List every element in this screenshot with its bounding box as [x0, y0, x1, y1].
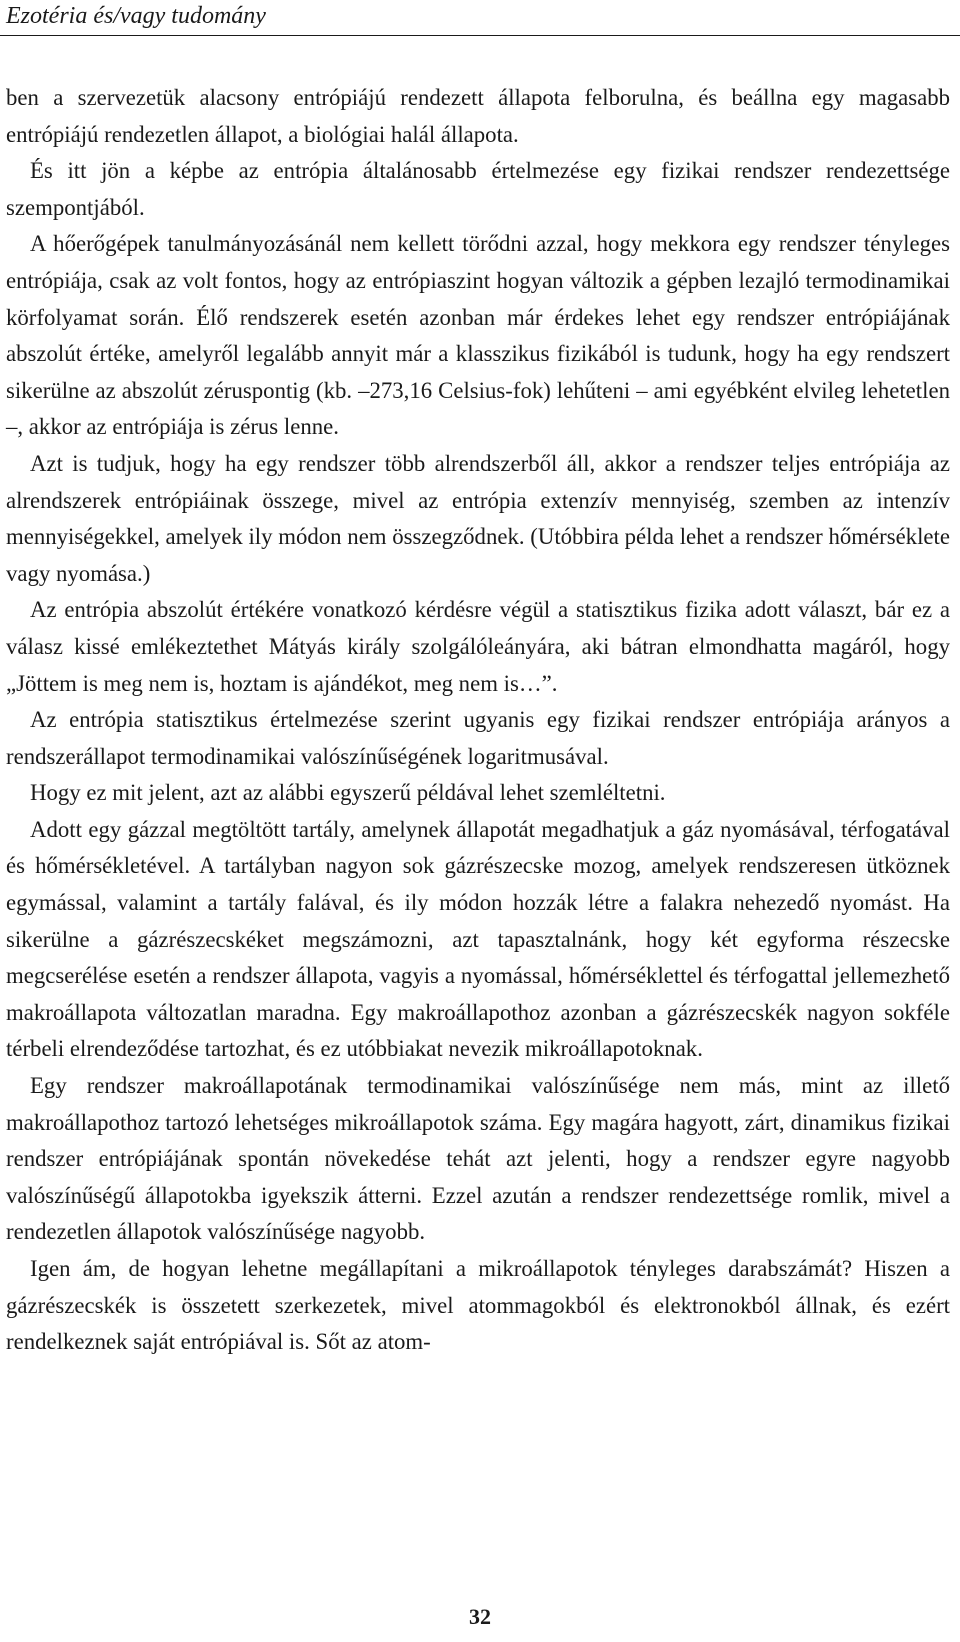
paragraph: A hőerőgépek tanulmányozásánál nem kellett törődni azzal, hogy mekkora egy rendszer tényleges entrópiája, csak az volt fontos, hogy az entrópiaszint hogyan változik a gépben lezajló termodinamikai körfolyamat során. Élő rendszerek esetén azonban már érdekes lehet egy rendszer entrópiájának abszolút értéke, amelyről legalább annyit már a klasszikus fizikából is tudunk, hogy ha egy rendszert sikerülne az abszolút zéruspontig (kb. –273,16 Celsius-fok) lehűteni – ami egyébként elvileg lehetetlen –, akkor az entrópiája is zérus lenne.: [6, 231, 950, 440]
paragraph: Azt is tudjuk, hogy ha egy rendszer több alrendszerből áll, akkor a rendszer teljes entrópiája az alrendszerek entrópiáinak összege, mivel az entrópia extenzív mennyiség, szemben az intenzív mennyiségekkel, amelyek ily módon nem összegződnek. (Utóbbira példa lehet a rendszer hőmérséklete vagy nyomása.): [6, 450, 950, 586]
paragraph: Adott egy gázzal megtöltött tartály, amelynek állapotát megadhatjuk a gáz nyomásával, térfogatával és hőmérsékletével. A tartályban nagyon sok gázrészecske mozog, amelyek rendszeresen ütköznek egymással, valamint a tartály falával, és ily módon hozzák létre a falakra nehezedő nyomást. Ha sikerülne a gázrészecskéket megszámozni, azt tapasztalnánk, hogy két egyforma részecske megcserélése esetén a rendszer állapota, vagyis a nyomással, hőmérséklettel és térfogattal jellemezhető makroállapota változatlan maradna. Egy makroállapothoz azonban a gázrészecskék nagyon sokféle térbeli elrendeződése tartozhat, és ez utóbbiakat nevezik mikroállapotoknak.: [6, 816, 950, 1062]
paragraph: Hogy ez mit jelent, azt az alábbi egyszerű példával lehet szemléltetni.: [30, 780, 666, 806]
paragraph-continued: ben a szervezetük alacsony entrópiájú rendezett állapota felborulna, és beállna egy magasabb entrópiájú rendezetlen állapot, a biológiai halál állapota.: [6, 85, 950, 147]
header-rule: [0, 35, 960, 36]
paragraph: Az entrópia statisztikus értelmezése szerint ugyanis egy fizikai rendszer entrópiája arányos a rendszerállapot termodinamikai valószínűségének logaritmusával.: [6, 707, 950, 769]
paragraph: Igen ám, de hogyan lehetne megállapítani a mikroállapotok tényleges darabszámát? Hiszen a gázrészecskék is összetett szerkezetek, mivel atommagokból és elektronokból állnak, és ezért rendelkeznek saját entrópiával is. Sőt az atom-: [6, 1256, 950, 1355]
page-number: 32: [469, 1604, 491, 1629]
paragraph: Az entrópia abszolút értékére vonatkozó kérdésre végül a statisztikus fizika adott választ, bár ez a válasz kissé emlékeztethet Mátyás király szolgálóleányára, aki bátran elmondhatta magáról, hogy „Jöttem is meg nem is, hoztam is ajándékot, meg nem is…”.: [6, 597, 950, 696]
paragraph: És itt jön a képbe az entrópia általánosabb értelmezése egy fizikai rendszer rendezettsége szempontjából.: [6, 158, 950, 220]
running-head: [0, 0, 960, 40]
body-text: [6, 80, 950, 1361]
paragraph: Egy rendszer makroállapotának termodinamikai valószínűsége nem más, mint az illető makroállapothoz tartozó lehetséges mikroállapotok száma. Egy magára hagyott, zárt, dinamikus fizikai rendszer entrópiájának spontán növekedése tehát azt jelenti, hogy a rendszer egyre nagyobb valószínűségű állapotokba igyekszik átterni. Ezzel azután a rendszer rendezettsége romlik, mivel a rendezetlen állapotok valószínűsége nagyobb.: [6, 1073, 950, 1245]
running-title: Ezotéria és/vagy tudomány: [6, 3, 266, 29]
